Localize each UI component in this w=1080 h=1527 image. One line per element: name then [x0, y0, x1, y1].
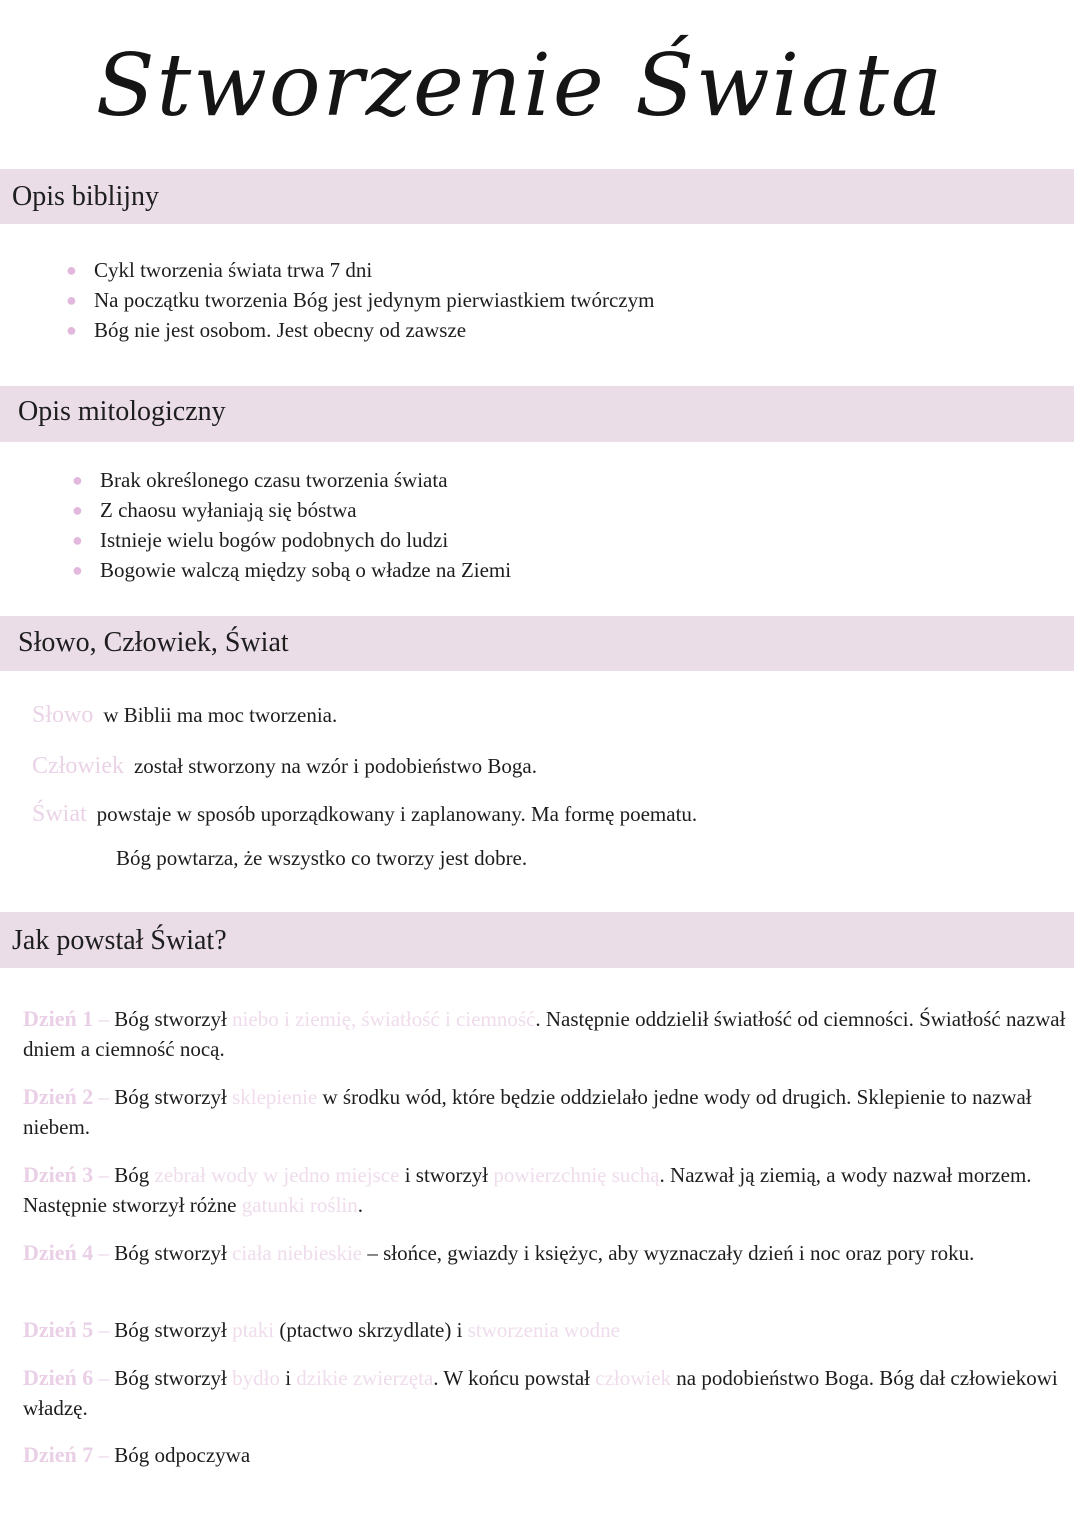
- keyword-text: powstaje w sposób uporządkowany i zaplanowany. Ma formę poematu.: [96, 802, 698, 826]
- day-4-paragraph: [23, 1238, 1068, 1268]
- day-label: Dzień 6: [23, 1365, 94, 1390]
- day-label: Dzień 7: [23, 1442, 94, 1467]
- day-dash: –: [93, 1366, 115, 1390]
- day-highlight: zebrał wody w jedno miejsce: [154, 1163, 400, 1187]
- day-dash: –: [93, 1163, 115, 1187]
- day-text: . Nazwał ją ziemią, a wody nazwał morzem. Następnie stworzył różne: [23, 1163, 1032, 1217]
- section-header-how: [0, 912, 1074, 968]
- day-text: w środku wód, które będzie oddzielało jedne wody od drugich. Sklepienie to nazwał niebem.: [23, 1085, 1032, 1139]
- keyword-line-slowo: [32, 702, 337, 729]
- day-highlight: ptaki: [232, 1318, 275, 1342]
- day-dash: –: [93, 1443, 115, 1467]
- day-label: Dzień 5: [23, 1317, 94, 1342]
- day-text: i stworzył: [399, 1163, 494, 1187]
- section-header-mythological: [0, 386, 1074, 442]
- day-dash: –: [93, 1085, 115, 1109]
- day-text: Bóg stworzył: [114, 1085, 233, 1109]
- day-text: na podobieństwo Boga. Bóg dał człowiekowi władzę.: [23, 1366, 1058, 1420]
- day-text: Bóg stworzył: [114, 1007, 233, 1031]
- day-2-paragraph: [23, 1082, 1068, 1142]
- day-text: Bóg stworzył: [114, 1241, 233, 1265]
- day-label: Dzień 2: [23, 1084, 94, 1109]
- list-item: [66, 255, 654, 285]
- bullet-icon: ●: [72, 560, 83, 580]
- bullet-icon: ●: [66, 320, 77, 340]
- keyword: Człowiek: [32, 753, 124, 779]
- day-text: (ptactwo skrzydlate) i: [274, 1318, 468, 1342]
- section-heading: Jak powstał Świat?: [12, 925, 227, 956]
- section-heading: Opis biblijny: [12, 181, 160, 212]
- list-item: [72, 465, 511, 495]
- list-item-text: Bóg nie jest osobom. Jest obecny od zawsze: [94, 318, 467, 342]
- keyword: Słowo: [32, 702, 94, 728]
- day-label: Dzień 1: [23, 1006, 94, 1031]
- list-item-text: Brak określonego czasu tworzenia świata: [100, 468, 448, 492]
- day-highlight: powierzchnię suchą: [493, 1163, 660, 1187]
- day-text: . Następnie oddzielił światłość od ciemności. Światłość nazwał dniem a ciemność nocą.: [23, 1007, 1066, 1061]
- day-highlight: dzikie zwierzęta: [296, 1366, 434, 1390]
- day-3-paragraph: [23, 1160, 1068, 1220]
- bullet-icon: ●: [66, 290, 77, 310]
- keyword-line-swiat: [32, 801, 697, 828]
- day-text: i: [279, 1366, 297, 1390]
- day-text: Bóg stworzył: [114, 1366, 233, 1390]
- list-item-text: Z chaosu wyłaniają się bóstwa: [100, 498, 357, 522]
- mythological-list: [72, 465, 512, 585]
- day-label: Dzień 3: [23, 1162, 94, 1187]
- day-highlight: człowiek: [595, 1366, 672, 1390]
- day-dash: –: [93, 1318, 115, 1342]
- list-item: [66, 315, 654, 345]
- day-highlight: niebo i ziemię, światłość i ciemność: [232, 1007, 536, 1031]
- day-1-paragraph: [23, 1004, 1068, 1064]
- day-text: Bóg odpoczywa: [114, 1443, 251, 1467]
- day-highlight: stworzenia wodne: [467, 1318, 620, 1342]
- page-title: Stworzenie Świata: [95, 36, 945, 136]
- day-dash: –: [93, 1007, 115, 1031]
- day-text: – słońce, gwiazdy i księżyc, aby wyznaczały dzień i noc oraz pory roku.: [362, 1241, 975, 1265]
- day-6-paragraph: [23, 1363, 1068, 1423]
- day-text: .: [357, 1193, 364, 1217]
- day-highlight: gatunki roślin: [241, 1193, 358, 1217]
- biblical-list: [66, 255, 655, 345]
- list-item-text: Istnieje wielu bogów podobnych do ludzi: [100, 528, 449, 552]
- day-dash: –: [93, 1241, 115, 1265]
- list-item-text: Na początku tworzenia Bóg jest jedynym pierwiastkiem twórczym: [94, 288, 655, 312]
- day-highlight: ciała niebieskie: [232, 1241, 363, 1265]
- bullet-icon: ●: [66, 260, 77, 280]
- day-label: Dzień 4: [23, 1240, 94, 1265]
- bullet-icon: ●: [72, 470, 83, 490]
- keyword: Świat: [32, 801, 87, 827]
- bullet-icon: ●: [72, 500, 83, 520]
- list-item-text: Cykl tworzenia świata trwa 7 dni: [94, 258, 373, 282]
- word-extra-note: Bóg powtarza, że wszystko co tworzy jest dobre.: [116, 846, 528, 870]
- list-item: [66, 285, 655, 315]
- keyword-text: został stworzony na wzór i podobieństwo Boga.: [133, 754, 537, 778]
- day-5-paragraph: [23, 1315, 1068, 1345]
- keyword-text: w Biblii ma moc tworzenia.: [103, 703, 338, 727]
- day-text: Bóg: [114, 1163, 155, 1187]
- day-text: . W końcu powstał: [433, 1366, 596, 1390]
- list-item: [72, 525, 511, 555]
- keyword-line-czlowiek: [32, 753, 537, 780]
- section-header-biblical: [0, 169, 1074, 224]
- day-highlight: bydło: [232, 1366, 280, 1390]
- section-heading: Słowo, Człowiek, Świat: [18, 627, 289, 658]
- section-header-word: [0, 616, 1074, 671]
- section-heading: Opis mitologiczny: [18, 396, 226, 427]
- list-item-text: Bogowie walczą między sobą o władze na Ziemi: [100, 558, 512, 582]
- day-highlight: sklepienie: [232, 1085, 318, 1109]
- list-item: [72, 495, 511, 525]
- day-7-paragraph: [23, 1440, 1068, 1470]
- day-text: Bóg stworzył: [114, 1318, 233, 1342]
- bullet-icon: ●: [72, 530, 83, 550]
- list-item: [72, 555, 512, 585]
